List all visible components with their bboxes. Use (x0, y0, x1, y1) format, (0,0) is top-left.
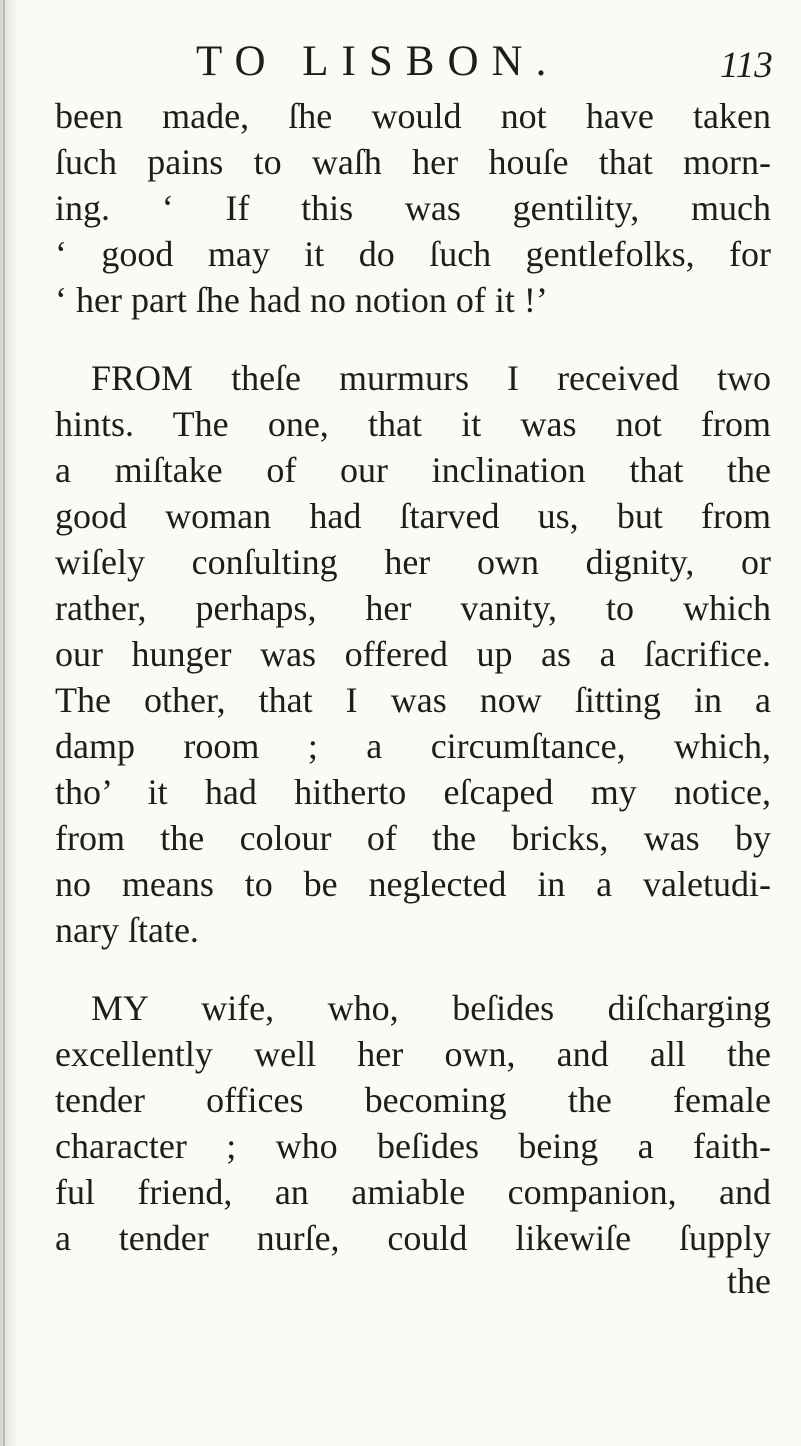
text-line: good woman had ſtarved us, but from (55, 496, 771, 536)
text-line: ſuch pains to waſh her houſe that morn- (55, 142, 771, 182)
running-title: TO LISBON. (196, 38, 560, 85)
text-line: wiſely conſulting her own dignity, or (55, 542, 771, 582)
text-line: damp room ; a circumſtance, which, (55, 726, 771, 766)
text-line: ful friend, an amiable companion, and (55, 1172, 771, 1212)
text-line: character ; who beſides being a faith- (55, 1126, 771, 1166)
page-number: 113 (720, 45, 773, 86)
paragraph-start-line: FROM theſe murmurs I received two (91, 358, 771, 398)
text-line: The other, that I was now ſitting in a (55, 680, 771, 720)
text-line: hints. The one, that it was not from (55, 404, 771, 444)
text-line: a tender nurſe, could likewiſe ſupply (55, 1218, 771, 1258)
text-line: a miſtake of our inclination that the (55, 450, 771, 490)
text-line: our hunger was offered up as a ſacrifice. (55, 634, 771, 674)
text-line: excellently well her own, and all the (55, 1034, 771, 1074)
catchword: the (727, 1261, 771, 1301)
text-line: from the colour of the bricks, was by (55, 818, 771, 858)
text-line: no means to be neglected in a valetudi- (55, 864, 771, 904)
paragraph-start-line: MY wife, who, beſides diſcharging (91, 988, 771, 1028)
text-line: nary ſtate. (55, 910, 199, 950)
text-line: ‘ good may it do ſuch gentlefolks, for (55, 234, 771, 274)
text-line: ‘ her part ſhe had no notion of it !’ (55, 280, 548, 320)
text-line: rather, perhaps, her vanity, to which (55, 588, 771, 628)
text-line: tho’ it had hitherto eſcaped my notice, (55, 772, 771, 812)
text-line: tender offices becoming the female (55, 1080, 771, 1120)
text-line: ing. ‘ If this was gentility, much (55, 188, 771, 228)
text-line: been made, ſhe would not have taken (55, 96, 771, 136)
